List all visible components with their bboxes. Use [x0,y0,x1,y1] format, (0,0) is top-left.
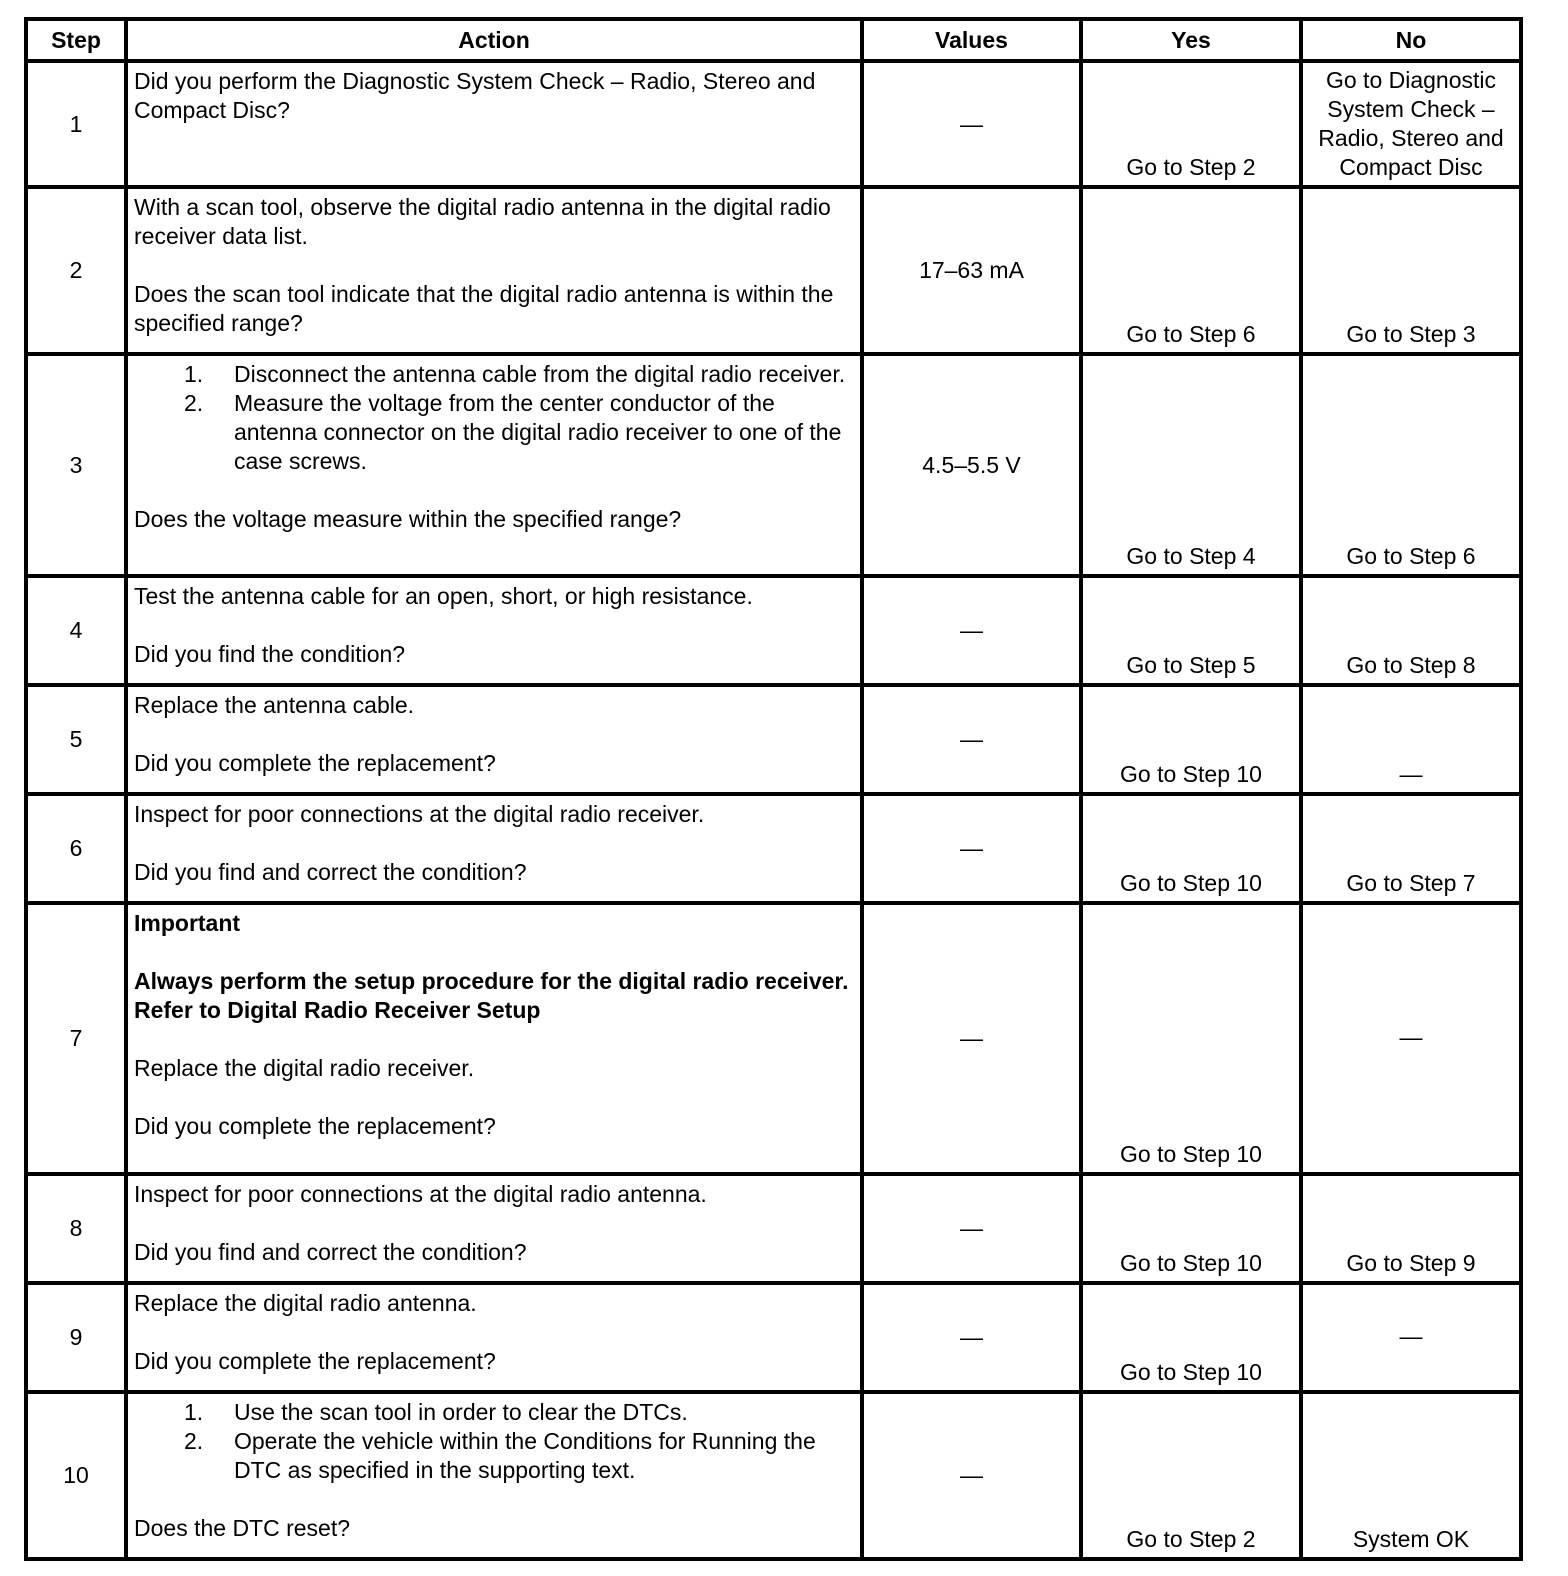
no-cell: Go to Diagnostic System Check – Radio, Stereo and Compact Disc [1301,61,1521,187]
no-cell: Go to Step 3 [1301,187,1521,354]
value-cell: 4.5–5.5 V [862,354,1081,576]
list-item [184,1427,852,1485]
action-list [134,1398,852,1485]
action-question: Does the DTC reset? [134,1515,351,1541]
header-row [26,19,1521,61]
list-number: 2. [184,390,204,416]
no-cell: — [1301,685,1521,794]
no-cell: Go to Step 6 [1301,354,1521,576]
step-number: 2 [26,187,126,354]
list-text: Use the scan tool in order to clear the DTCs. [234,1399,688,1425]
table-row [26,794,1521,903]
action-cell [126,1392,862,1559]
table-row [26,576,1521,685]
list-item [184,1398,852,1427]
important-text: Always perform the setup procedure for the digital radio receiver. Refer to Digital Radio Receiver Setup [134,968,849,1023]
step-number: 1 [26,61,126,187]
action-text: Inspect for poor connections at the digital radio antenna. [134,1181,707,1207]
action-question: Did you complete the replacement? [134,1113,496,1139]
action-cell [126,576,862,685]
value-cell: — [862,576,1081,685]
important-title: Important [134,910,241,936]
action-cell [126,61,862,187]
action-text: Replace the digital radio antenna. [134,1290,477,1316]
header-yes: Yes [1081,19,1301,61]
yes-cell: Go to Step 10 [1081,685,1301,794]
action-cell [126,685,862,794]
yes-cell: Go to Step 6 [1081,187,1301,354]
table-row [26,1283,1521,1392]
value-cell: — [862,1174,1081,1283]
yes-cell: Go to Step 2 [1081,1392,1301,1559]
value-cell: — [862,1392,1081,1559]
value-cell: — [862,61,1081,187]
list-number: 1. [184,1399,204,1425]
action-cell [126,1283,862,1392]
action-cell [126,794,862,903]
header-step: Step [26,19,126,61]
value-cell: — [862,685,1081,794]
step-number: 6 [26,794,126,903]
no-cell: — [1301,903,1521,1174]
header-values: Values [862,19,1081,61]
header-no: No [1301,19,1521,61]
yes-cell: Go to Step 10 [1081,794,1301,903]
step-number: 8 [26,1174,126,1283]
table-row [26,685,1521,794]
table-row [26,61,1521,187]
list-text: Measure the voltage from the center conductor of the antenna connector on the digital radio receiver to one of the case screws. [234,390,842,474]
step-number: 5 [26,685,126,794]
action-text: With a scan tool, observe the digital radio antenna in the digital radio receiver data list. [134,194,831,249]
table-row [26,903,1521,1174]
action-question: Did you find the condition? [134,641,406,667]
table-row [26,1392,1521,1559]
action-question: Did you complete the replacement? [134,1348,496,1374]
value-cell: — [862,794,1081,903]
no-cell: System OK [1301,1392,1521,1559]
action-text: Did you perform the Diagnostic System Check – Radio, Stereo and Compact Disc? [134,68,816,123]
yes-cell: Go to Step 2 [1081,61,1301,187]
no-cell: Go to Step 9 [1301,1174,1521,1283]
action-question: Does the scan tool indicate that the digital radio antenna is within the specified range? [134,281,834,336]
step-number: 3 [26,354,126,576]
action-cell [126,354,862,576]
table-row [26,354,1521,576]
yes-cell: Go to Step 4 [1081,354,1301,576]
no-cell: — [1301,1283,1521,1392]
diagnostic-table [24,17,1523,1561]
no-cell: Go to Step 7 [1301,794,1521,903]
list-text: Disconnect the antenna cable from the digital radio receiver. [234,361,846,387]
yes-cell: Go to Step 10 [1081,1174,1301,1283]
yes-cell: Go to Step 10 [1081,1283,1301,1392]
value-cell: — [862,1283,1081,1392]
table-row [26,1174,1521,1283]
action-text: Inspect for poor connections at the digital radio receiver. [134,801,705,827]
list-text: Operate the vehicle within the Conditions for Running the DTC as specified in the supporting text. [234,1428,816,1483]
action-cell [126,187,862,354]
step-number: 9 [26,1283,126,1392]
value-cell: — [862,903,1081,1174]
header-action: Action [126,19,862,61]
action-question: Did you find and correct the condition? [134,1239,527,1265]
list-item [184,389,852,476]
yes-cell: Go to Step 10 [1081,903,1301,1174]
action-list [134,360,852,476]
yes-cell: Go to Step 5 [1081,576,1301,685]
action-question: Did you complete the replacement? [134,750,496,776]
list-number: 1. [184,361,204,387]
no-cell: Go to Step 8 [1301,576,1521,685]
action-question: Does the voltage measure within the specified range? [134,506,682,532]
action-question: Did you find and correct the condition? [134,859,527,885]
action-cell [126,903,862,1174]
list-item [184,360,852,389]
action-text: Replace the digital radio receiver. [134,1055,475,1081]
table-row [26,187,1521,354]
value-cell: 17–63 mA [862,187,1081,354]
list-number: 2. [184,1428,204,1454]
action-cell [126,1174,862,1283]
action-text: Test the antenna cable for an open, short, or high resistance. [134,583,753,609]
step-number: 7 [26,903,126,1174]
action-text: Replace the antenna cable. [134,692,415,718]
step-number: 4 [26,576,126,685]
step-number: 10 [26,1392,126,1559]
